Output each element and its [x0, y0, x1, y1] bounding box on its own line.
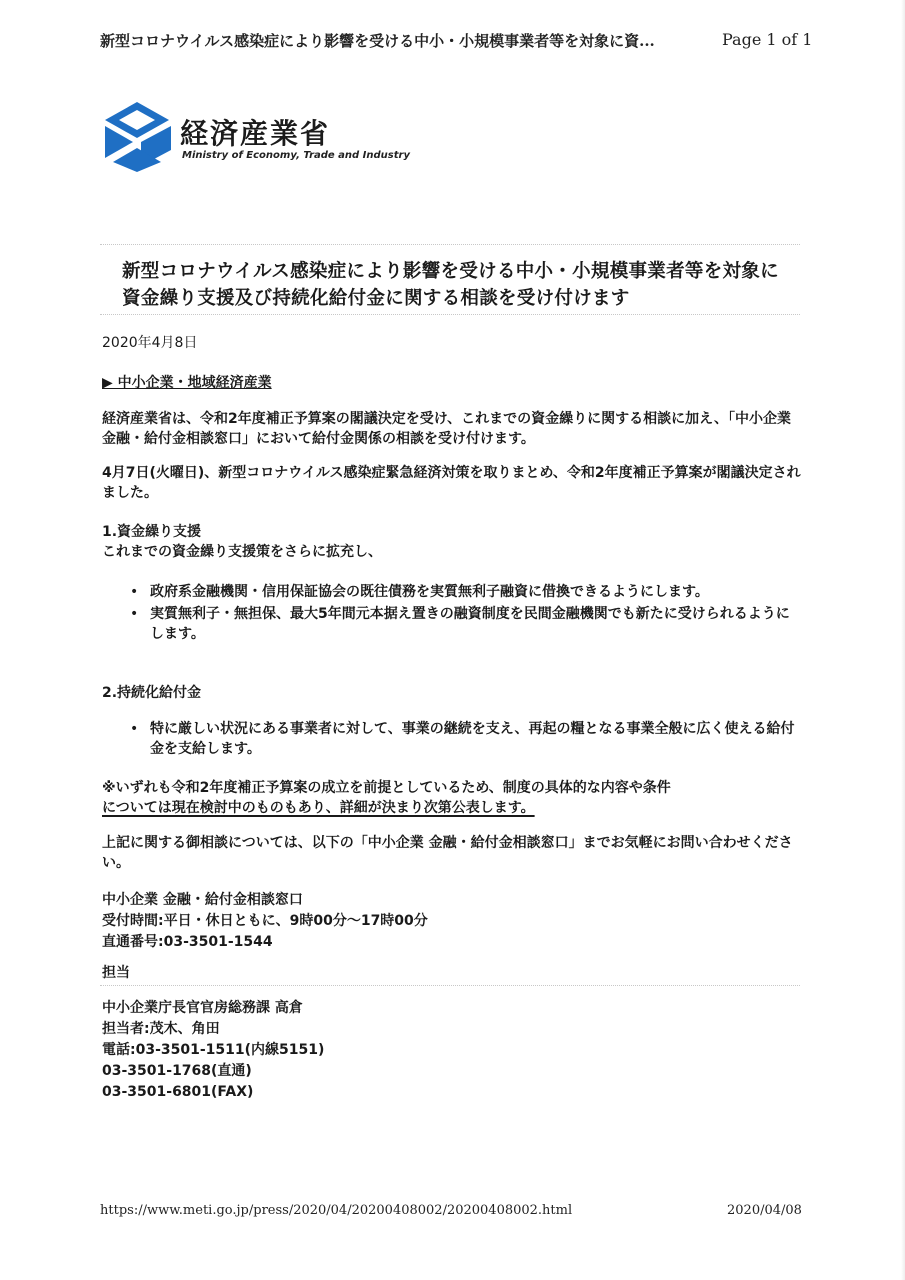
notice-line-2: については現在検討中のものもあり、詳細が決まり次第公表します。: [102, 800, 535, 816]
title-top-rule: [100, 244, 800, 245]
contact-hours: 受付時間:平日・休日ともに、9時00分～17時00分: [102, 913, 428, 929]
section1-intro: これまでの資金繰り支援策をさらに拡充し、: [102, 544, 382, 560]
tanto-dept: 中小企業庁長官官房総務課 高倉: [102, 1000, 303, 1016]
tanto-tel: 電話:03-3501-1511(内線5151): [102, 1042, 325, 1058]
tanto-direct: 03-3501-1768(直通): [102, 1063, 252, 1079]
tanto-heading: 担当: [102, 965, 130, 981]
title-bottom-rule: [100, 314, 800, 315]
section1-bullet-list: [130, 582, 795, 646]
notice-line-1: ※いずれも令和2年度補正予算案の成立を前提としているため、制度の具体的な内容や条件: [102, 780, 671, 796]
contact-name: 中小企業 金融・給付金相談窓口: [102, 892, 303, 908]
logo-name-en: Ministry of Economy, Trade and Industry: [182, 150, 410, 161]
list-item: • 実質無利子・無担保、最大5年間元本据え置きの融資制度を民間金融機関でも新たに受けられるようにします。: [130, 606, 790, 642]
print-header-title: 新型コロナウイルス感染症により影響を受ける中小・小規模事業者等を対象に資...: [100, 32, 655, 50]
notice: [102, 778, 792, 818]
print-footer-url: https://www.meti.go.jp/press/2020/04/20200408002/20200408002.html: [100, 1203, 573, 1218]
section2-bullet-list: [130, 719, 795, 761]
print-footer-date: 2020/04/08: [727, 1203, 802, 1218]
paragraph-background: 4月7日(火曜日)、新型コロナウイルス感染症緊急経済対策を取りまとめ、令和2年度補正予算案が閣議決定されました。: [102, 465, 801, 501]
tanto-block: [102, 998, 324, 1103]
logo-name-jp: 経済産業省: [180, 117, 331, 150]
meti-logo-icon: [103, 100, 173, 172]
contact-block: [102, 890, 428, 953]
bullet-dot-icon: •: [130, 606, 139, 622]
list-item: • 政府系金融機関・信用保証協会の既往債務を実質無利子融資に借換できるようにします。: [130, 584, 709, 600]
section2-heading: 2.持続化給付金: [102, 685, 202, 701]
print-header-page: Page 1 of 1: [722, 30, 813, 49]
bullet-dot-icon: •: [130, 721, 139, 737]
contact-phone: 直通番号:03-3501-1544: [102, 934, 273, 950]
tanto-rule: [100, 985, 800, 986]
bullet-dot-icon: •: [130, 584, 139, 600]
scan-edge: [901, 0, 905, 1280]
section1-heading: 1.資金繰り支援: [102, 524, 202, 540]
article-title: 新型コロナウイルス感染症により影響を受ける中小・小規模事業者等を対象に資金繰り支援及び持続化給付金に関する相談を受け付けます: [122, 261, 779, 309]
paragraph-intro: 経済産業省は、令和2年度補正予算案の閣議決定を受け、これまでの資金繰りに関する相談に加え、「中小企業 金融・給付金相談窓口」において給付金関係の相談を受け付けます。: [102, 411, 792, 447]
article-date: 2020年4月8日: [102, 335, 198, 351]
tanto-fax: 03-3501-6801(FAX): [102, 1084, 254, 1100]
category-link[interactable]: ▶ 中小企業・地域経済産業: [102, 375, 272, 391]
paragraph-inquiry: 上記に関する御相談については、以下の「中小企業 金融・給付金相談窓口」までお気軽にお問い合わせください。: [102, 835, 793, 871]
tanto-persons: 担当者:茂木、角田: [102, 1021, 220, 1037]
list-item: • 特に厳しい状況にある事業者に対して、事業の継続を支え、再起の糧となる事業全般に広く使える給付金を支給します。: [130, 721, 795, 757]
